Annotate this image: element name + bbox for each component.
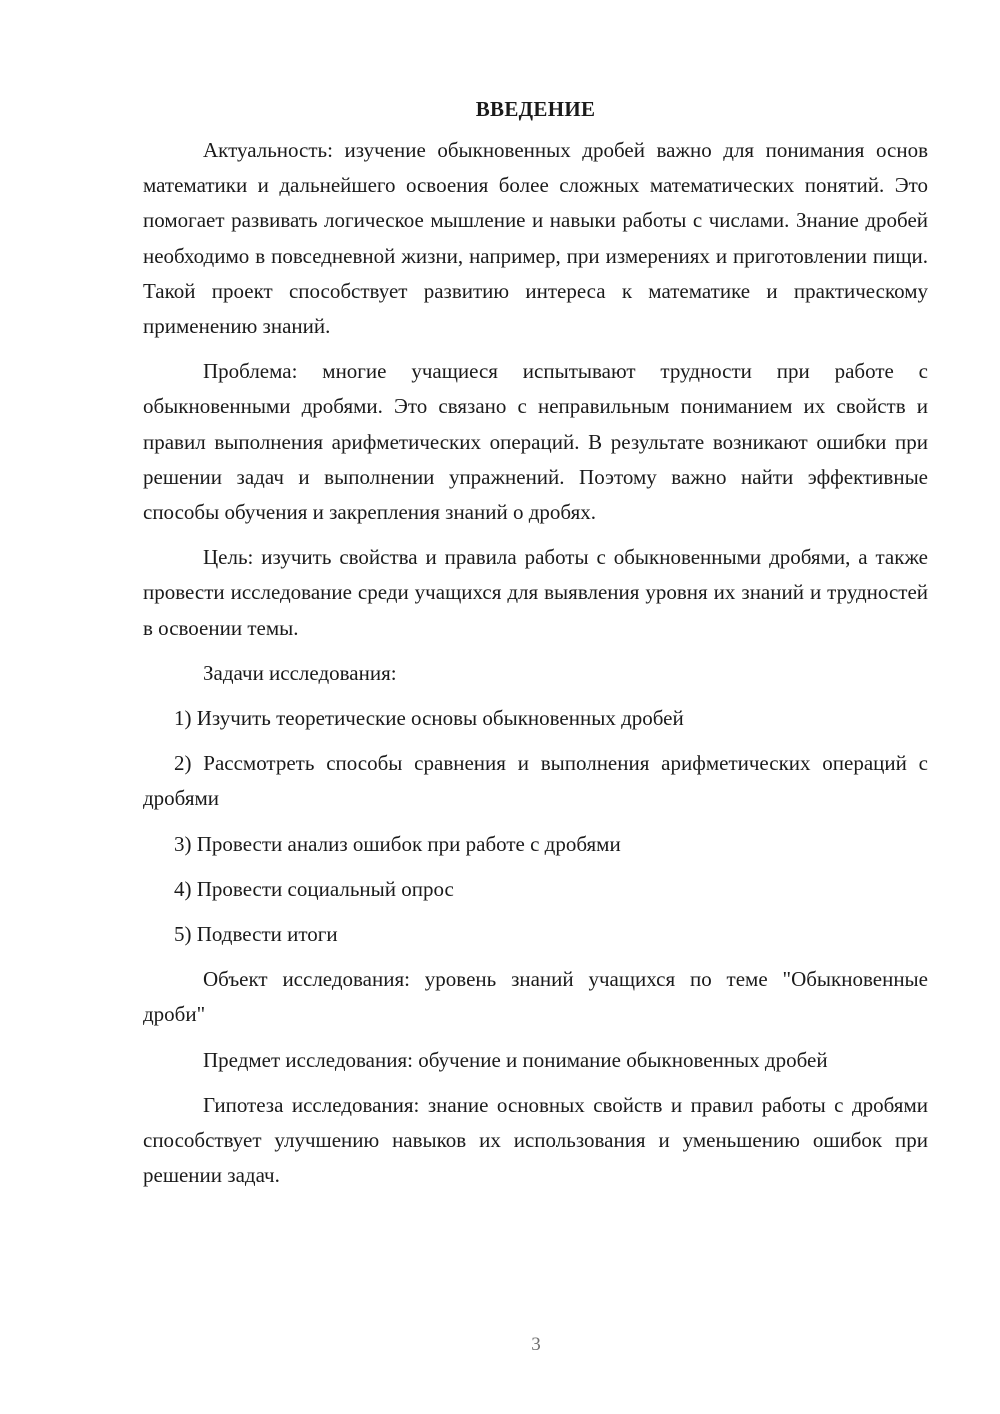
task-item-5: 5) Подвести итоги [174, 922, 338, 947]
tasks-heading: Задачи исследования: [203, 660, 397, 685]
paragraph-object: Объект исследования: уровень знаний учащихся по теме "Обыкновенные дроби" [143, 967, 928, 1027]
task-item-3: 3) Провести анализ ошибок при работе с дробями [174, 831, 621, 856]
document-page [143, 92, 928, 1203]
page-number: 3 [531, 1334, 541, 1355]
task-item-1: 1) Изучить теоретические основы обыкновенных дробей [174, 706, 684, 731]
paragraph-relevance: Актуальность: изучение обыкновенных дробей важно для понимания основ математики и дальнейшего освоения более сложных математических понятий. Это помогает развивать логическое мышление и навыки работы с числами. Знание дробей необходимо в повседневной жизни, например, при измерениях и приготовлении пищи. Такой проект способствует развитию интереса к математике и практическому применению знаний. [143, 138, 928, 339]
page-title: ВВЕДЕНИЕ [475, 97, 596, 121]
paragraph-goal: Цель: изучить свойства и правила работы с обыкновенными дробями, а также провести исследование среди учащихся для выявления уровня их знаний и трудностей в освоении темы. [143, 545, 928, 640]
paragraph-subject: Предмет исследования: обучение и понимание обыкновенных дробей [203, 1047, 828, 1072]
paragraph-hypothesis: Гипотеза исследования: знание основных свойств и правил работы с дробями способствует улучшению навыков их использования и уменьшению ошибок при решении задач. [143, 1092, 928, 1188]
paragraph-problem: Проблема: многие учащиеся испытывают трудности при работе с обыкновенными дробями. Это связано с неправильным пониманием их свойств и правил выполнения арифметических операций. В результате возникают ошибки при решении задач и выполнении упражнений. Поэтому важно найти эффективные способы обучения и закрепления знаний о дробях. [143, 359, 928, 525]
task-item-4: 4) Провести социальный опрос [174, 876, 454, 901]
task-item-2: 2) Рассмотреть способы сравнения и выполнения арифметических операций с дробями [143, 751, 928, 811]
